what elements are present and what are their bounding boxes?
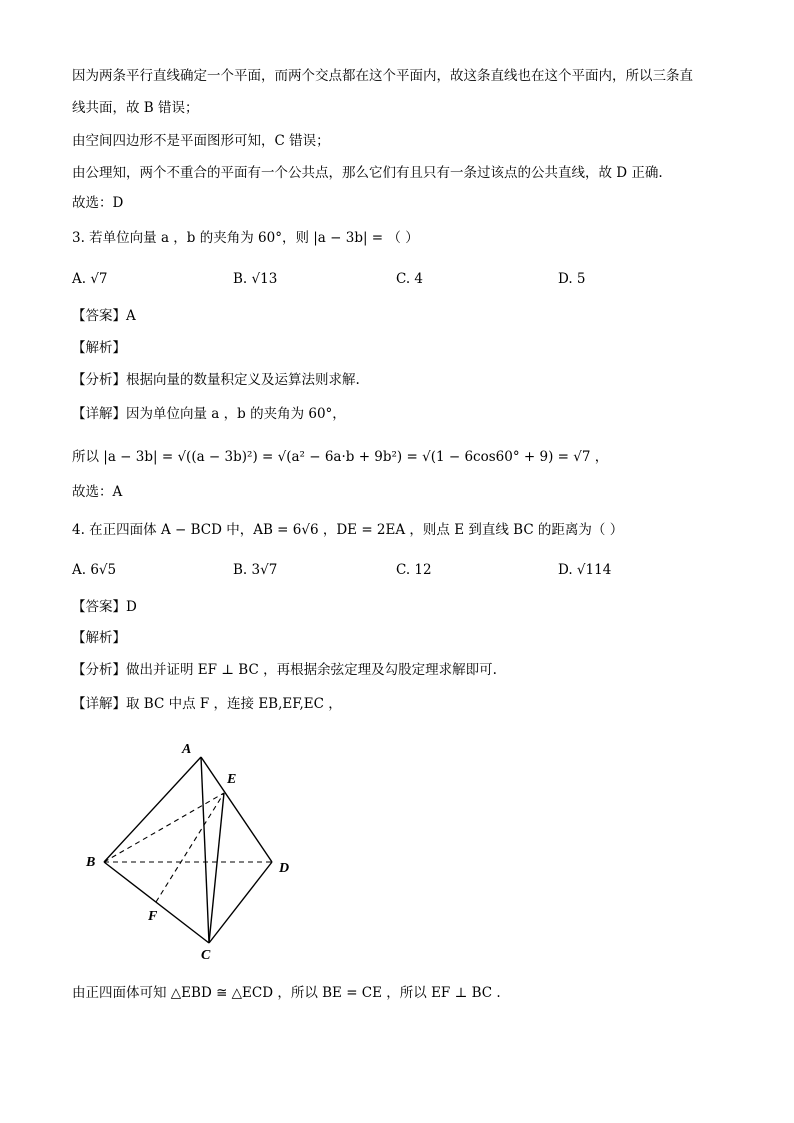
q4-choice-d: D. √114: [558, 562, 612, 578]
paragraph-line: 由空间四边形不是平面图形可知，C 错误；: [72, 133, 330, 149]
edge-dc: [209, 862, 272, 943]
q4-choice-a: A. 6√5: [72, 562, 117, 578]
vertex-label-e: E: [227, 772, 237, 787]
q4-answer: 【答案】D: [72, 599, 137, 615]
paragraph-line: 故选：D: [72, 195, 124, 211]
question-3-stem: 3. 若单位向量 a ，b 的夹角为 60°，则 |a − 3b| = （ ）: [72, 230, 419, 246]
edge-ec: [209, 793, 224, 943]
vertex-label-f: F: [148, 909, 158, 924]
q3-choice-c: C. 4: [396, 271, 424, 287]
q3-equation: 所以 |a − 3b| = √((a − 3b)²) = √(a² − 6a·b + 9b²) = √(1 − 6cos60° + 9) = √7 ，: [72, 449, 609, 465]
q3-choice-a: A. √7: [72, 271, 108, 287]
edge-bc: [104, 862, 209, 943]
q3-analysis-title: 【解析】: [72, 340, 126, 356]
q3-answer: 【答案】A: [72, 308, 136, 324]
edge-ad: [201, 757, 272, 862]
q3-analysis: 【分析】根据向量的数量积定义及运算法则求解.: [72, 372, 360, 388]
paragraph-line: 因为两条平行直线确定一个平面，而两个交点都在这个平面内，故这条直线也在这个平面内，所以三条直: [72, 68, 693, 84]
q4-detail: 【详解】取 BC 中点 F ，连接 EB,EF,EC ，: [72, 696, 342, 712]
vertex-label-d: D: [279, 861, 290, 876]
q3-conclusion: 故选：A: [72, 484, 123, 500]
q4-choice-b: B. 3√7: [233, 562, 278, 578]
paragraph-line: 由公理知，两个不重合的平面有一个公共点，那么它们有且只有一条过该点的公共直线，故 D 正确.: [72, 165, 663, 181]
vertex-label-c: C: [201, 948, 211, 963]
vertex-label-a: A: [182, 742, 192, 757]
tetrahedron-figure: [75, 735, 315, 965]
edge-fe-hidden: [156, 793, 224, 902]
paragraph-line: 线共面，故 B 错误；: [72, 100, 199, 116]
q4-analysis: 【分析】做出并证明 EF ⊥ BC ，再根据余弦定理及勾股定理求解即可.: [72, 662, 497, 678]
question-4-stem: 4. 在正四面体 A − BCD 中，AB = 6√6 ，DE = 2EA ，则点 E 到直线 BC 的距离为（ ）: [72, 522, 624, 538]
edge-ac: [201, 757, 209, 943]
q3-choice-d: D. 5: [558, 271, 586, 287]
q4-analysis-title: 【解析】: [72, 630, 126, 646]
q3-detail: 【详解】因为单位向量 a ，b 的夹角为 60°，: [72, 406, 346, 422]
edge-be-hidden: [104, 793, 224, 862]
q4-choice-c: C. 12: [396, 562, 432, 578]
q4-conclusion: 由正四面体可知 △EBD ≅ △ECD ，所以 BE = CE ，所以 EF ⊥ BC .: [72, 985, 501, 1001]
vertex-label-b: B: [86, 855, 96, 870]
q3-choice-b: B. √13: [233, 271, 278, 287]
edge-ab: [104, 757, 201, 862]
